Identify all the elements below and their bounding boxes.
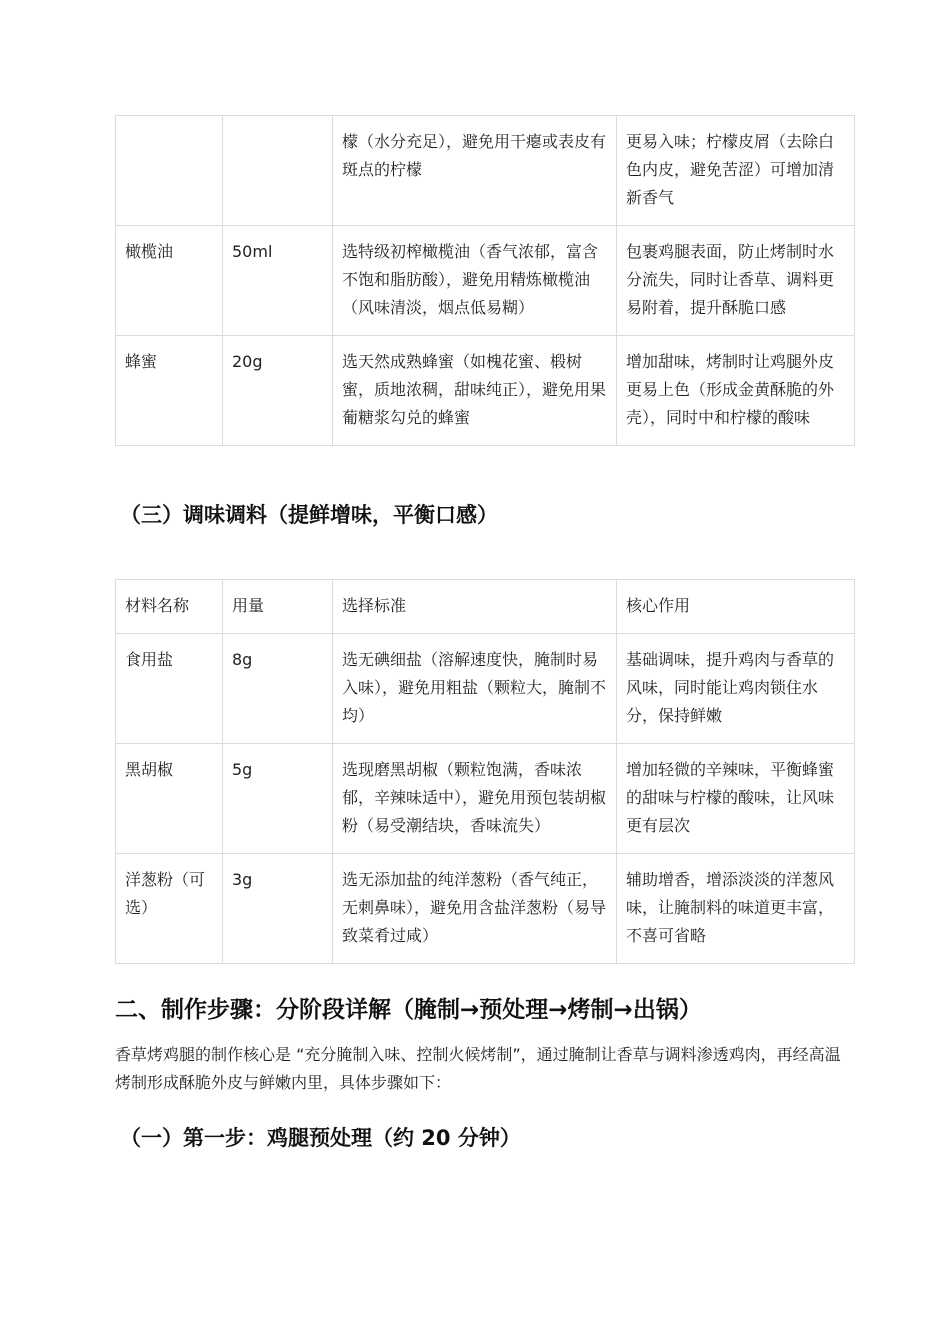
table-cell: 黑胡椒 (116, 744, 223, 854)
table-cell: 20g (223, 336, 333, 446)
table-row (116, 634, 855, 744)
table-row (116, 854, 855, 964)
table-cell: 选无添加盐的纯洋葱粉（香气纯正，无刺鼻味），避免用含盐洋葱粉（易导致菜肴过咸） (333, 854, 617, 964)
table-row (116, 116, 855, 226)
table-cell (116, 116, 223, 226)
table-cell: 选无碘细盐（溶解速度快，腌制时易入味），避免用粗盐（颗粒大，腌制不均） (333, 634, 617, 744)
table-cell: 选特级初榨橄榄油（香气浓郁，富含不饱和脂肪酸），避免用精炼橄榄油（风味清淡，烟点低易糊） (333, 226, 617, 336)
table-cell: 选天然成熟蜂蜜（如槐花蜜、椴树蜜，质地浓稠，甜味纯正），避免用果葡糖浆勾兑的蜂蜜 (333, 336, 617, 446)
table-cell: 8g (223, 634, 333, 744)
table-header-cell: 选择标准 (333, 580, 617, 634)
table-cell (223, 116, 333, 226)
table-cell: 选现磨黑胡椒（颗粒饱满，香味浓郁，辛辣味适中），避免用预包装胡椒粉（易受潮结块，香味流失） (333, 744, 617, 854)
table-row (116, 336, 855, 446)
step-heading-preparation: （一）第一步：鸡腿预处理（约 20 分钟） (120, 1126, 521, 1150)
table-cell: 5g (223, 744, 333, 854)
table-cell: 洋葱粉（可选） (116, 854, 223, 964)
section-heading-seasonings: （三）调味调料（提鲜增味，平衡口感） (120, 503, 498, 527)
table-cell: 更易入味；柠檬皮屑（去除白色内皮，避免苦涩）可增加清新香气 (617, 116, 855, 226)
table-cell: 辅助增香，增添淡淡的洋葱风味，让腌制料的味道更丰富，不喜可省略 (617, 854, 855, 964)
table-cell: 3g (223, 854, 333, 964)
seasonings-table (115, 579, 855, 964)
table-cell: 基础调味，提升鸡肉与香草的风味，同时能让鸡肉锁住水分，保持鲜嫩 (617, 634, 855, 744)
table-cell: 蜂蜜 (116, 336, 223, 446)
section-heading-steps: 二、制作步骤：分阶段详解（腌制→预处理→烤制→出锅） (115, 997, 702, 1023)
table-header-cell: 用量 (223, 580, 333, 634)
table-cell: 橄榄油 (116, 226, 223, 336)
table-row (116, 744, 855, 854)
table-cell: 檬（水分充足），避免用干瘪或表皮有斑点的柠檬 (333, 116, 617, 226)
ingredients-table-continued (115, 115, 855, 446)
table-header-row (116, 580, 855, 634)
table-cell: 50ml (223, 226, 333, 336)
table-cell: 食用盐 (116, 634, 223, 744)
table-row (116, 226, 855, 336)
table-cell: 增加轻微的辛辣味，平衡蜂蜜的甜味与柠檬的酸味，让风味更有层次 (617, 744, 855, 854)
table-header-cell: 材料名称 (116, 580, 223, 634)
table-cell: 包裹鸡腿表面，防止烤制时水分流失，同时让香草、调料更易附着，提升酥脆口感 (617, 226, 855, 336)
intro-paragraph: 香草烤鸡腿的制作核心是 “充分腌制入味、控制火候烤制”，通过腌制让香草与调料渗透鸡肉，再经高温烤制形成酥脆外皮与鲜嫩内里，具体步骤如下： (115, 1045, 841, 1092)
table-cell: 增加甜味，烤制时让鸡腿外皮更易上色（形成金黄酥脆的外壳），同时中和柠檬的酸味 (617, 336, 855, 446)
table-header-cell: 核心作用 (617, 580, 855, 634)
